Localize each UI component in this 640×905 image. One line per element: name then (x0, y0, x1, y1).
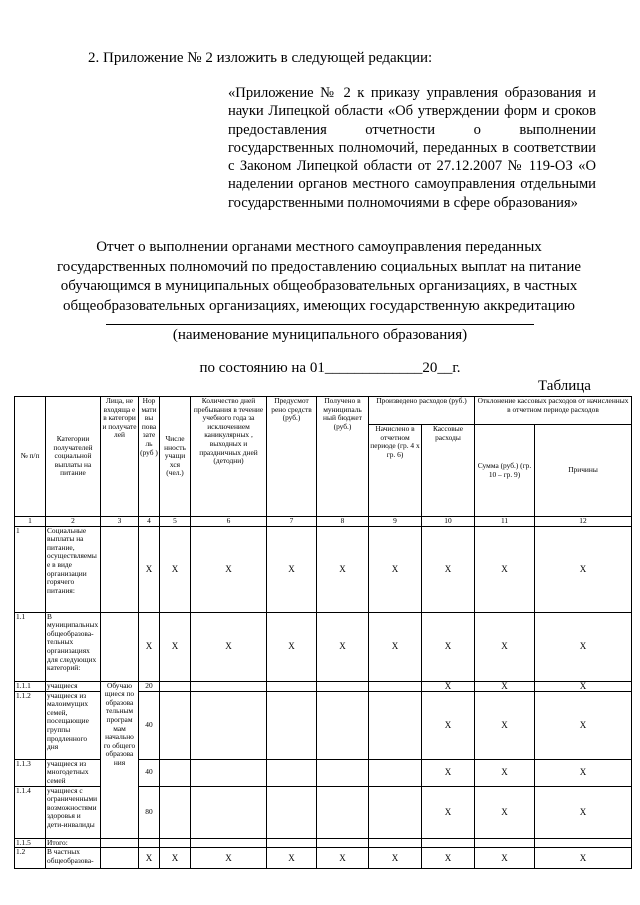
date-line: по состоянию на 01_____________20__г. (199, 360, 461, 376)
row-c12: X (535, 786, 632, 838)
municipality-underline (106, 324, 534, 325)
row-norm: X (139, 612, 160, 681)
title-line: государственных полномочий по предоставлению социальных выплат на питание (56, 258, 582, 275)
row-c11: X (475, 612, 535, 681)
col-number: 2 (46, 517, 101, 527)
persons-merged-cell: Обучаю щиеся по образова тельным програм мам начально го общего образова ния (101, 681, 139, 838)
col-number: 9 (369, 517, 422, 527)
row-num: 1.1.3 (15, 759, 46, 786)
row-c9: X (369, 526, 422, 612)
row-c9 (369, 681, 422, 691)
row-c10: X (422, 691, 475, 759)
row-num: 1.1.5 (15, 838, 46, 848)
row-c6: X (191, 526, 267, 612)
row-c7 (267, 786, 317, 838)
row-c8: X (317, 612, 369, 681)
col-number: 10 (422, 517, 475, 527)
row-c12 (535, 838, 632, 848)
row-norm: 40 (139, 691, 160, 759)
row-category: Социальные выплаты на питание, осуществляемы е в виде организации горячего питания: (46, 526, 101, 612)
row-c10: X (422, 526, 475, 612)
row-c11: X (475, 759, 535, 786)
table-row (15, 848, 632, 869)
row-c9: X (369, 848, 422, 869)
row-c5: X (160, 848, 191, 869)
column-numbers-row (15, 517, 632, 527)
header-sum: Сумма (руб.) (гр. 10 – гр. 9) (475, 425, 535, 517)
municipality-caption: (наименование муниципального образования) (172, 327, 468, 343)
row-c8 (317, 759, 369, 786)
title-line: Отчет о выполнении органами местного самоуправления переданных (96, 239, 542, 255)
row-norm: X (139, 526, 160, 612)
header-received: Получено в муниципаль ный бюджет (руб.) (317, 397, 369, 517)
col-number: 12 (535, 517, 632, 527)
row-c7: X (267, 526, 317, 612)
row-category: учащиеся с ограниченными возможностями здоровья и дети-инвалиды (46, 786, 101, 838)
row-norm (139, 838, 160, 848)
row-c7 (267, 691, 317, 759)
table-row (15, 681, 632, 691)
row-num: 1.1.2 (15, 691, 46, 759)
row-c11: X (475, 681, 535, 691)
header-category: Категории получателей социальной выплаты на питание (46, 397, 101, 517)
report-table (14, 396, 632, 869)
header-planned: Предусмот рено средств (руб.) (267, 397, 317, 517)
header-cash: Кассовые расходы (422, 425, 475, 517)
row-norm: X (139, 848, 160, 869)
row-num: 1.1.4 (15, 786, 46, 838)
row-c11: X (475, 526, 535, 612)
row-c8 (317, 681, 369, 691)
col-number: 11 (475, 517, 535, 527)
row-c12: X (535, 759, 632, 786)
row-c5 (160, 691, 191, 759)
row-c12: X (535, 691, 632, 759)
title-line: общеобразовательных организациях, имеющих государственную аккредитацию (63, 297, 575, 314)
row-persons (101, 848, 139, 869)
row-c10: X (422, 848, 475, 869)
row-c8: X (317, 848, 369, 869)
row-persons (101, 838, 139, 848)
row-c5 (160, 681, 191, 691)
report-title (40, 238, 598, 316)
row-c5 (160, 786, 191, 838)
row-c5 (160, 759, 191, 786)
header-accrued: Начислено в отчетном периоде (гр. 4 х гр. 6) (369, 425, 422, 517)
row-c11: X (475, 848, 535, 869)
row-c9 (369, 786, 422, 838)
table-row (15, 612, 632, 681)
row-norm: 20 (139, 681, 160, 691)
paragraph-2: 2. Приложение № 2 изложить в следующей редакции: (88, 50, 433, 66)
row-c11: X (475, 691, 535, 759)
row-c12: X (535, 612, 632, 681)
row-c5: X (160, 526, 191, 612)
row-num: 1 (15, 526, 46, 612)
row-c5 (160, 838, 191, 848)
row-norm: 40 (139, 759, 160, 786)
row-c7: X (267, 848, 317, 869)
row-c10: X (422, 786, 475, 838)
row-num: 1.1.1 (15, 681, 46, 691)
row-persons (101, 612, 139, 681)
row-c10 (422, 838, 475, 848)
row-c7 (267, 838, 317, 848)
row-num: 1.2 (15, 848, 46, 869)
row-c12: X (535, 848, 632, 869)
title-line: обучающимся в муниципальных общеобразовательных организациях, в частных (60, 278, 578, 294)
table-row (15, 526, 632, 612)
appendix-quote: «Приложение № 2 к приказу управления образования и науки Липецкой области «Об утверждении форм и сроков предоставления отчетности о выполнении государственных полномочий, переданных в соответствии с Законом Липецкой области от 27.12.2007 № 119-ОЗ «О наделении органов местного самоуправления отдельными государственными полномочиями в сфере образования» (228, 85, 596, 211)
header-norm: Нор мати вы пова зате ль (руб ) (139, 397, 160, 517)
row-c6 (191, 759, 267, 786)
row-c6: X (191, 612, 267, 681)
col-number: 3 (101, 517, 139, 527)
row-category: В муниципальных общеобразова-тельных организациях для следующих категорий: (46, 612, 101, 681)
row-c8: X (317, 526, 369, 612)
row-persons (101, 526, 139, 612)
header-count: Числе нность учащи хся (чел.) (160, 397, 191, 517)
row-category: Итого: (46, 838, 101, 848)
col-number: 6 (191, 517, 267, 527)
header-persons: Лица, не входяща е в категори и получате лей (101, 397, 139, 517)
row-category: В частных общеобразова- (46, 848, 101, 869)
row-norm: 80 (139, 786, 160, 838)
col-number: 5 (160, 517, 191, 527)
col-number: 1 (15, 517, 46, 527)
row-c9 (369, 759, 422, 786)
row-c8 (317, 838, 369, 848)
row-num: 1.1 (15, 612, 46, 681)
col-number: 7 (267, 517, 317, 527)
row-c9 (369, 838, 422, 848)
col-number: 4 (139, 517, 160, 527)
row-c7: X (267, 612, 317, 681)
row-c5: X (160, 612, 191, 681)
header-days: Количество дней пребывания в течение учебного года за исключением каникулярных , выходных и праздничных дней (детодни) (191, 397, 267, 517)
row-c6: X (191, 848, 267, 869)
row-c6 (191, 838, 267, 848)
col-number: 8 (317, 517, 369, 527)
header-deviation: Отклонение кассовых расходов от начисленных в отчетном периоде расходов (475, 397, 632, 425)
row-c11: X (475, 786, 535, 838)
row-c6 (191, 691, 267, 759)
row-c7 (267, 681, 317, 691)
row-c10: X (422, 759, 475, 786)
row-category: учащиеся (46, 681, 101, 691)
header-spent: Произведено расходов (руб.) (369, 397, 475, 425)
row-c6 (191, 786, 267, 838)
row-c9: X (369, 612, 422, 681)
row-category: учащиеся из многодетных семей (46, 759, 101, 786)
row-c8 (317, 786, 369, 838)
row-c10: X (422, 612, 475, 681)
row-category: учащиеся из малоимущих семей, посещающие группы продленного дня (46, 691, 101, 759)
row-c6 (191, 681, 267, 691)
header-reasons: Причины (535, 425, 632, 517)
header-num: № п/п (15, 397, 46, 517)
row-c10: X (422, 681, 475, 691)
row-c12: X (535, 526, 632, 612)
table-label: Таблица (538, 378, 591, 394)
row-c9 (369, 691, 422, 759)
row-c11 (475, 838, 535, 848)
row-c7 (267, 759, 317, 786)
row-c12: X (535, 681, 632, 691)
table-row (15, 838, 632, 848)
row-c8 (317, 691, 369, 759)
